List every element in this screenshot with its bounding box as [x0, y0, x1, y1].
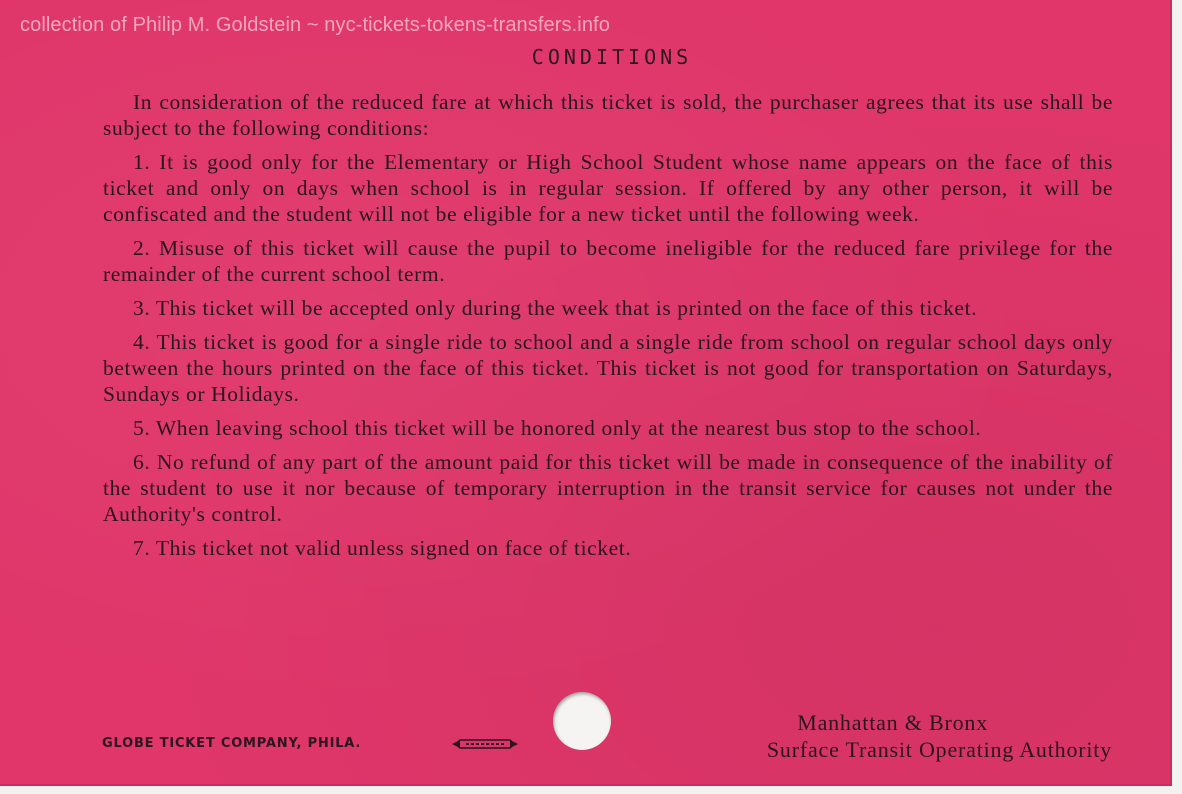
condition-6: 6. No refund of any part of the amount paid for this ticket will be made in consequence of the inability of the student to use it nor because of temporary interruption in the transit service for causes not under the Authority's control. [103, 450, 1113, 526]
condition-1: 1. It is good only for the Elementary or High School Student whose name appears on the face of this ticket and only on days when school is in regular session. If offered by any other person, it will be confiscated and the student will not be eligible for a new ticket until the following week. [103, 150, 1113, 226]
conditions-heading: CONDITIONS [531, 45, 693, 69]
conditions-text [103, 89, 1113, 569]
punch-hole [553, 692, 611, 750]
condition-4: 4. This ticket is good for a single ride to school and a single ride from school on regular school days only between the hours printed on the face of this ticket. This ticket is not good for transportation on Saturdays, Sundays or Holidays. [103, 330, 1113, 406]
intro-paragraph: In consideration of the reduced fare at which this ticket is sold, the purchaser agrees that its use shall be subject to the following conditions: [103, 90, 1113, 140]
collection-watermark: collection of Philip M. Goldstein ~ nyc-tickets-tokens-transfers.info [20, 14, 610, 36]
authority-line-1: Manhattan & Bronx [797, 710, 988, 735]
condition-3: 3. This ticket will be accepted only during the week that is printed on the face of this ticket. [133, 296, 978, 320]
condition-2: 2. Misuse of this ticket will cause the pupil to become ineligible for the reduced fare privilege for the remainder of the current school term. [103, 236, 1113, 286]
authority-line-2: Surface Transit Operating Authority [766, 737, 1112, 762]
condition-7: 7. This ticket not valid unless signed on face of ticket. [133, 536, 632, 560]
condition-5: 5. When leaving school this ticket will be honored only at the nearest bus stop to the school. [133, 416, 982, 440]
printer-imprint: GLOBE TICKET COMPANY, PHILA. [102, 736, 362, 751]
authority-signature [612, 709, 1112, 763]
union-label-icon [452, 737, 518, 751]
